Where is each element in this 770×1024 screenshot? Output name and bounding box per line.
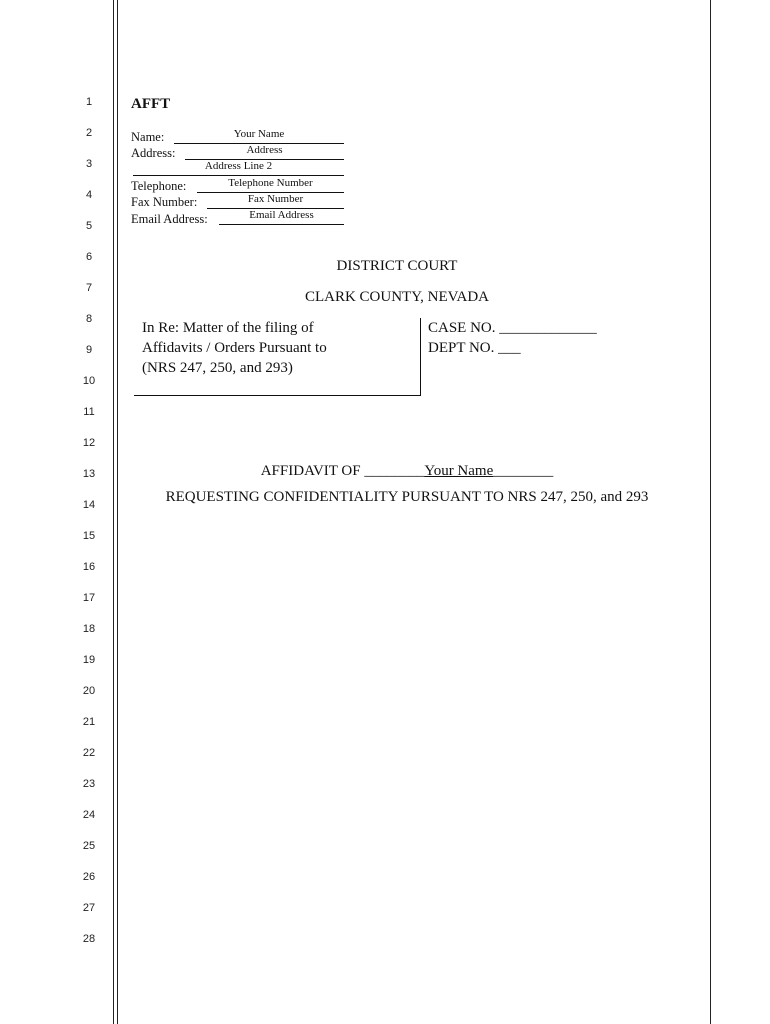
email-label: Email Address: (131, 212, 208, 226)
caption-bottom-rule (134, 395, 421, 396)
line-number: 12 (82, 437, 96, 449)
fax-label: Fax Number: (131, 195, 198, 209)
in-re-line: In Re: Matter of the filing of (142, 320, 314, 336)
line-number: 14 (82, 499, 96, 511)
caption-divider (420, 318, 421, 396)
line-number: 25 (82, 840, 96, 852)
line-number: 10 (82, 375, 96, 387)
name-label: Name: (131, 130, 165, 144)
affidavit-title-prefix: AFFIDAVIT OF ________ (260, 463, 425, 479)
case-number[interactable]: CASE NO. _____________ (428, 320, 597, 336)
affiant-name[interactable]: Your Name (424, 463, 494, 479)
line-number: 22 (82, 747, 96, 759)
in-re-line: (NRS 247, 250, and 293) (142, 360, 293, 376)
in-re-caption (142, 318, 327, 378)
line-number: 7 (85, 282, 93, 294)
address-field[interactable]: Address (185, 144, 344, 160)
line-number: 27 (82, 902, 96, 914)
line-number: 26 (82, 871, 96, 883)
dept-number[interactable]: DEPT NO. ___ (428, 340, 521, 356)
line-number: 5 (85, 220, 93, 232)
line-number: 11 (83, 406, 95, 418)
line-number: 18 (82, 623, 96, 635)
form-code: AFFT (131, 96, 171, 112)
line-number: 20 (82, 685, 96, 697)
line-number: 21 (82, 716, 96, 728)
left-margin-rule-outer (113, 0, 114, 1024)
in-re-line: Affidavits / Orders Pursuant to (142, 340, 327, 356)
line-number: 28 (82, 933, 96, 945)
line-number: 23 (82, 778, 96, 790)
line-number: 19 (82, 654, 96, 666)
case-info (428, 318, 597, 358)
address-line-2-field[interactable]: Address Line 2 (133, 160, 344, 176)
line-number: 17 (82, 592, 96, 604)
line-number: 2 (85, 127, 93, 139)
email-field[interactable]: Email Address (219, 209, 344, 225)
line-number: 8 (85, 313, 93, 325)
address-label: Address: (131, 146, 176, 160)
affidavit-subtitle: REQUESTING CONFIDENTIALITY PURSUANT TO NRS 247, 250, and 293 (165, 489, 649, 505)
affidavit-title-suffix: ________ (493, 463, 554, 479)
line-number: 9 (85, 344, 93, 356)
line-number: 15 (82, 530, 96, 542)
line-number: 3 (85, 158, 93, 170)
fax-field[interactable]: Fax Number (207, 193, 344, 209)
line-number: 16 (82, 561, 96, 573)
name-field[interactable]: Your Name (174, 128, 344, 144)
court-name: DISTRICT COURT (336, 258, 458, 274)
line-number: 6 (85, 251, 93, 263)
line-number: 4 (85, 189, 93, 201)
affidavit-title (117, 463, 697, 480)
line-number: 13 (82, 468, 96, 480)
right-margin-rule (710, 0, 711, 1024)
line-number: 1 (85, 96, 93, 108)
telephone-label: Telephone: (131, 179, 187, 193)
left-margin-rule-inner (117, 0, 118, 1024)
court-county: CLARK COUNTY, NEVADA (304, 289, 490, 305)
telephone-field[interactable]: Telephone Number (197, 177, 344, 193)
line-number: 24 (82, 809, 96, 821)
